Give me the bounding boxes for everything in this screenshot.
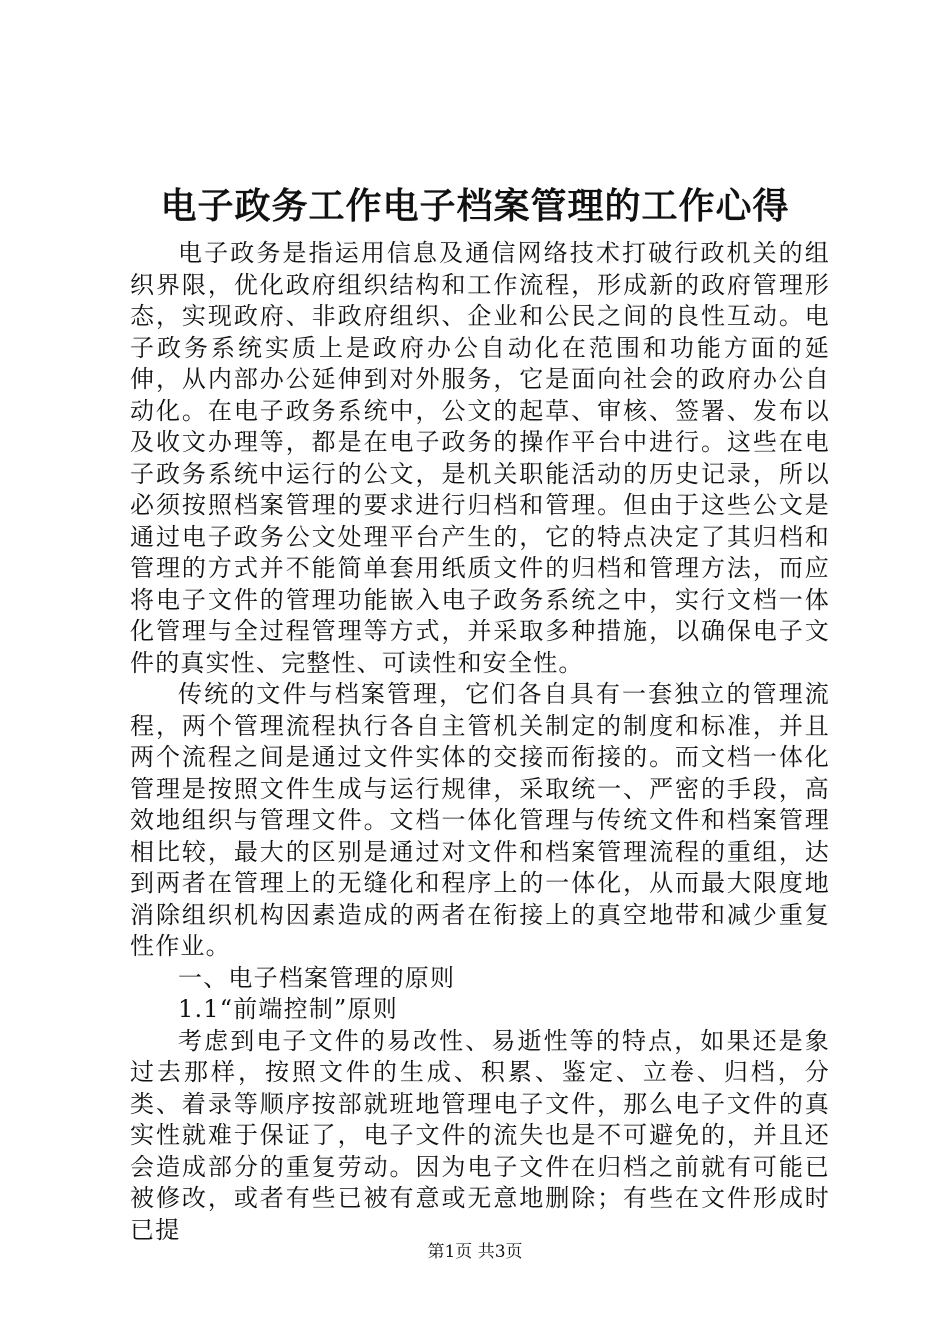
paragraph-traditional-management: 传统的文件与档案管理，它们各自具有一套独立的管理流程，两个管理流程执行各自主管机关制定的制度和标准，并且两个流程之间是通过文件实体的交接而衔接的。而文档一体化管理是按照文件生成与运行规律，采取统一、严密的手段，高效地组织与管理文件。文档一体化管理与传统文件和档案管理相比较，最大的区别是通过对文件和档案管理流程的重组，达到两者在管理上的无缝化和程序上的一体化，从而最大限度地消除组织机构因素造成的两者在衔接上的真空地带和减少重复性作业。	[130, 680, 830, 960]
page-footer: 第1页 共3页	[427, 1242, 523, 1262]
document-title: 电子政务工作电子档案管理的工作心得	[160, 186, 790, 227]
paragraph-front-end-control: 考虑到电子文件的易改性、易逝性等的特点，如果还是象过去那样，按照文件的生成、积累、鉴定、立卷、归档，分类、着录等顺序按部就班地管理电子文件，那么电子文件的真实性就难于保证了，电子文件的流失也是不可避免的，并且还会造成部分的重复劳动。因为电子文件在归档之前就有可能已被修改，或者有些已被有意或无意地删除；有些在文件形成时已提	[130, 1026, 830, 1244]
document-body	[130, 238, 830, 1246]
subsection-heading-front-end-control: 1.1“前端控制”原则	[178, 995, 398, 1023]
paragraph-intro: 电子政务是指运用信息及通信网络技术打破行政机关的组织界限，优化政府组织结构和工作流程，形成新的政府管理形态，实现政府、非政府组织、企业和公民之间的良性互动。电子政务系统实质上是政府办公自动化在范围和功能方面的延伸，从内部办公延伸到对外服务，它是面向社会的政府办公自动化。在电子政务系统中，公文的起草、审核、签署、发布以及收文办理等，都是在电子政务的操作平台中进行。这些在电子政务系统中运行的公文，是机关职能活动的历史记录，所以必须按照档案管理的要求进行归档和管理。但由于这些公文是通过电子政务公文处理平台产生的，它的特点决定了其归档和管理的方式并不能简单套用纸质文件的归档和管理方法，而应将电子文件的管理功能嵌入电子政务系统之中，实行文档一体化管理与全过程管理等方式，并采取多种措施，以确保电子文件的真实性、完整性、可读性和安全性。	[130, 239, 830, 677]
section-heading-principles: 一、电子档案管理的原则	[178, 963, 456, 992]
